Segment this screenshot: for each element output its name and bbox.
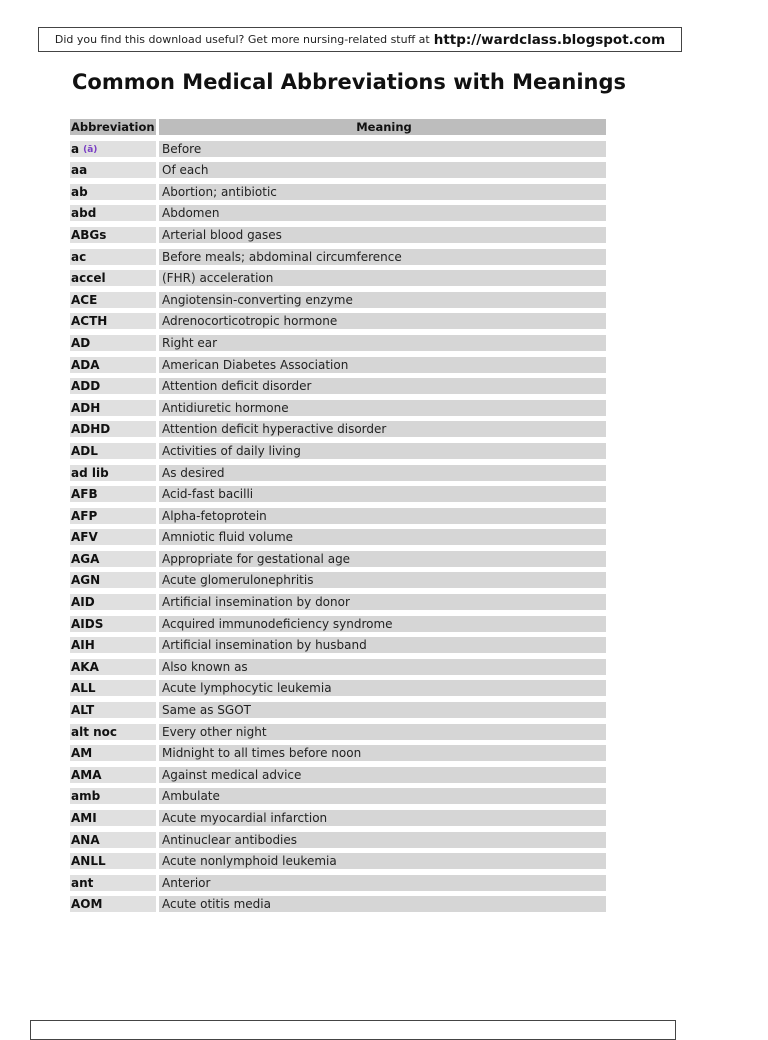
- abbreviation-cell: [70, 508, 156, 524]
- abbreviation-cell: [70, 162, 156, 178]
- table-row: [70, 680, 606, 696]
- abbreviation-cell: [70, 465, 156, 481]
- table-row: [70, 486, 606, 502]
- meaning-cell: Against medical advice: [159, 767, 606, 783]
- abbreviation-cell: [70, 767, 156, 783]
- abbreviation-cell: [70, 637, 156, 653]
- abbreviation-text: AKA: [71, 659, 99, 674]
- meaning-cell: Acquired immunodeficiency syndrome: [159, 616, 606, 632]
- abbreviation-cell: [70, 141, 156, 157]
- abbreviation-text: aa: [71, 163, 88, 178]
- abbreviation-text: ABGs: [71, 227, 107, 242]
- abbreviation-cell: [70, 270, 156, 286]
- abbreviation-cell: [70, 832, 156, 848]
- meaning-cell: Appropriate for gestational age: [159, 551, 606, 567]
- abbreviation-cell: [70, 896, 156, 912]
- table-row: [70, 745, 606, 761]
- table-row: [70, 141, 606, 157]
- table-row: [70, 767, 606, 783]
- meaning-cell: Activities of daily living: [159, 443, 606, 459]
- table-row: [70, 702, 606, 718]
- banner-url-link[interactable]: http://wardclass.blogspot.com: [433, 31, 666, 48]
- meaning-cell: Acute myocardial infarction: [159, 810, 606, 826]
- meaning-cell: Every other night: [159, 724, 606, 740]
- abbreviation-text: accel: [71, 271, 106, 286]
- meaning-cell: Artificial insemination by husband: [159, 637, 606, 653]
- abbreviation-text: AD: [71, 335, 91, 350]
- table-row: [70, 357, 606, 373]
- table-row: [70, 659, 606, 675]
- meaning-cell: Attention deficit hyperactive disorder: [159, 421, 606, 437]
- meaning-cell: Attention deficit disorder: [159, 378, 606, 394]
- header-abbreviation: Abbreviation: [71, 120, 155, 134]
- download-banner: [38, 27, 682, 52]
- meaning-cell: Of each: [159, 162, 606, 178]
- meaning-cell: Angiotensin-converting enzyme: [159, 292, 606, 308]
- abbreviation-cell: [70, 745, 156, 761]
- abbreviation-text: AM: [71, 746, 93, 761]
- abbreviation-text: AIH: [71, 638, 95, 653]
- abbreviation-text: AFV: [71, 530, 98, 545]
- meaning-cell: Midnight to all times before noon: [159, 745, 606, 761]
- table-body: [70, 141, 606, 913]
- table-row: [70, 572, 606, 588]
- table-row: [70, 227, 606, 243]
- abbreviation-cell: [70, 853, 156, 869]
- meaning-cell: Before meals; abdominal circumference: [159, 249, 606, 265]
- meaning-cell: Acute otitis media: [159, 896, 606, 912]
- meaning-cell: Abortion; antibiotic: [159, 184, 606, 200]
- abbreviation-cell: [70, 292, 156, 308]
- abbreviation-cell: [70, 659, 156, 675]
- abbreviation-text: ac: [71, 249, 87, 264]
- abbreviation-text: ADH: [71, 400, 101, 415]
- table-row: [70, 421, 606, 437]
- table-row: [70, 270, 606, 286]
- table-row: [70, 788, 606, 804]
- meaning-cell: Abdomen: [159, 205, 606, 221]
- abbreviation-cell: [70, 249, 156, 265]
- abbreviation-text: ADA: [71, 357, 100, 372]
- table-row: [70, 378, 606, 394]
- abbreviation-cell: [70, 551, 156, 567]
- abbreviation-cell: [70, 400, 156, 416]
- page-title: Common Medical Abbreviations with Meanings: [72, 70, 627, 94]
- abbreviation-text: AFB: [71, 487, 98, 502]
- abbreviation-cell: [70, 335, 156, 351]
- abbreviation-cell: [70, 702, 156, 718]
- table-row: [70, 465, 606, 481]
- table-row: [70, 249, 606, 265]
- table-row: [70, 529, 606, 545]
- table-row: [70, 335, 606, 351]
- meaning-cell: Before: [159, 141, 606, 157]
- abbreviation-text: AIDS: [71, 616, 104, 631]
- abbreviation-cell: [70, 378, 156, 394]
- abbreviation-cell: [70, 184, 156, 200]
- meaning-cell: Antidiuretic hormone: [159, 400, 606, 416]
- meaning-cell: Antinuclear antibodies: [159, 832, 606, 848]
- table-row: [70, 551, 606, 567]
- meaning-cell: Acute glomerulonephritis: [159, 572, 606, 588]
- bottom-banner-box: [30, 1020, 676, 1040]
- abbreviation-cell: [70, 810, 156, 826]
- abbreviation-cell: [70, 680, 156, 696]
- table-row: [70, 810, 606, 826]
- meaning-cell: Acute nonlymphoid leukemia: [159, 853, 606, 869]
- abbreviation-table: [70, 119, 606, 918]
- meaning-cell: Artificial insemination by donor: [159, 594, 606, 610]
- table-row: [70, 594, 606, 610]
- abbreviation-text: ADHD: [71, 422, 111, 437]
- abbreviation-text: ACTH: [71, 314, 108, 329]
- abbreviation-cell: [70, 594, 156, 610]
- abbreviation-cell: [70, 788, 156, 804]
- meaning-cell: Alpha-fetoprotein: [159, 508, 606, 524]
- abbreviation-cell: [70, 529, 156, 545]
- abbreviation-text: AFP: [71, 508, 98, 523]
- meaning-cell: Anterior: [159, 875, 606, 891]
- banner-text: Did you find this download useful? Get more nursing-related stuff at: [54, 33, 430, 46]
- abbreviation-cell: [70, 486, 156, 502]
- a-bar-symbol-icon: (ā): [83, 144, 98, 155]
- table-row: [70, 832, 606, 848]
- meaning-cell: Arterial blood gases: [159, 227, 606, 243]
- abbreviation-text: AMI: [71, 811, 97, 825]
- table-row: [70, 724, 606, 740]
- abbreviation-text: ab: [71, 184, 88, 199]
- abbreviation-text: alt noc: [71, 724, 118, 739]
- abbreviation-cell: [70, 572, 156, 588]
- abbreviation-cell: [70, 724, 156, 740]
- table-row: [70, 875, 606, 891]
- meaning-cell: Ambulate: [159, 788, 606, 804]
- table-row: [70, 508, 606, 524]
- table-row: [70, 205, 606, 221]
- table-row: [70, 616, 606, 632]
- meaning-cell: Same as SGOT: [159, 702, 606, 718]
- table-row: [70, 292, 606, 308]
- abbreviation-cell: [70, 443, 156, 459]
- meaning-cell: American Diabetes Association: [159, 357, 606, 373]
- table-row: [70, 896, 606, 912]
- abbreviation-text: ALL: [71, 681, 96, 696]
- abbreviation-text: amb: [71, 789, 101, 804]
- table-row: [70, 443, 606, 459]
- meaning-cell: Also known as: [159, 659, 606, 675]
- abbreviation-text: AGN: [71, 573, 101, 588]
- table-row: [70, 162, 606, 178]
- abbreviation-text: ant: [71, 875, 94, 890]
- abbreviation-text: ad lib: [71, 465, 109, 480]
- abbreviation-cell: [70, 357, 156, 373]
- table-row: [70, 313, 606, 329]
- meaning-cell: Acute lymphocytic leukemia: [159, 680, 606, 696]
- table-row: [70, 400, 606, 416]
- meaning-cell: Adrenocorticotropic hormone: [159, 313, 606, 329]
- meaning-cell: (FHR) acceleration: [159, 270, 606, 286]
- abbreviation-text: a: [71, 141, 80, 156]
- abbreviation-text: AGA: [71, 551, 100, 566]
- table-row: [70, 637, 606, 653]
- meaning-cell: Right ear: [159, 335, 606, 351]
- table-row: [70, 853, 606, 869]
- abbreviation-cell: [70, 875, 156, 891]
- abbreviation-text: ANA: [71, 832, 100, 847]
- abbreviation-text: ADL: [71, 443, 98, 458]
- abbreviation-text: ACE: [71, 292, 98, 307]
- abbreviation-text: ADD: [71, 379, 101, 394]
- abbreviation-cell: [70, 421, 156, 437]
- meaning-cell: As desired: [159, 465, 606, 481]
- abbreviation-text: abd: [71, 206, 97, 221]
- abbreviation-text: ANLL: [71, 854, 106, 869]
- abbreviation-text: ALT: [71, 703, 95, 718]
- meaning-cell: Acid-fast bacilli: [159, 486, 606, 502]
- table-row: [70, 184, 606, 200]
- abbreviation-cell: [70, 313, 156, 329]
- meaning-cell: Amniotic fluid volume: [159, 529, 606, 545]
- header-meaning: Meaning: [159, 119, 606, 135]
- abbreviation-text: AOM: [71, 897, 103, 912]
- abbreviation-text: AID: [71, 595, 95, 610]
- table-header-row: [70, 119, 606, 135]
- abbreviation-text: AMA: [71, 767, 102, 782]
- abbreviation-cell: [70, 205, 156, 221]
- abbreviation-cell: [70, 616, 156, 632]
- abbreviation-cell: [70, 227, 156, 243]
